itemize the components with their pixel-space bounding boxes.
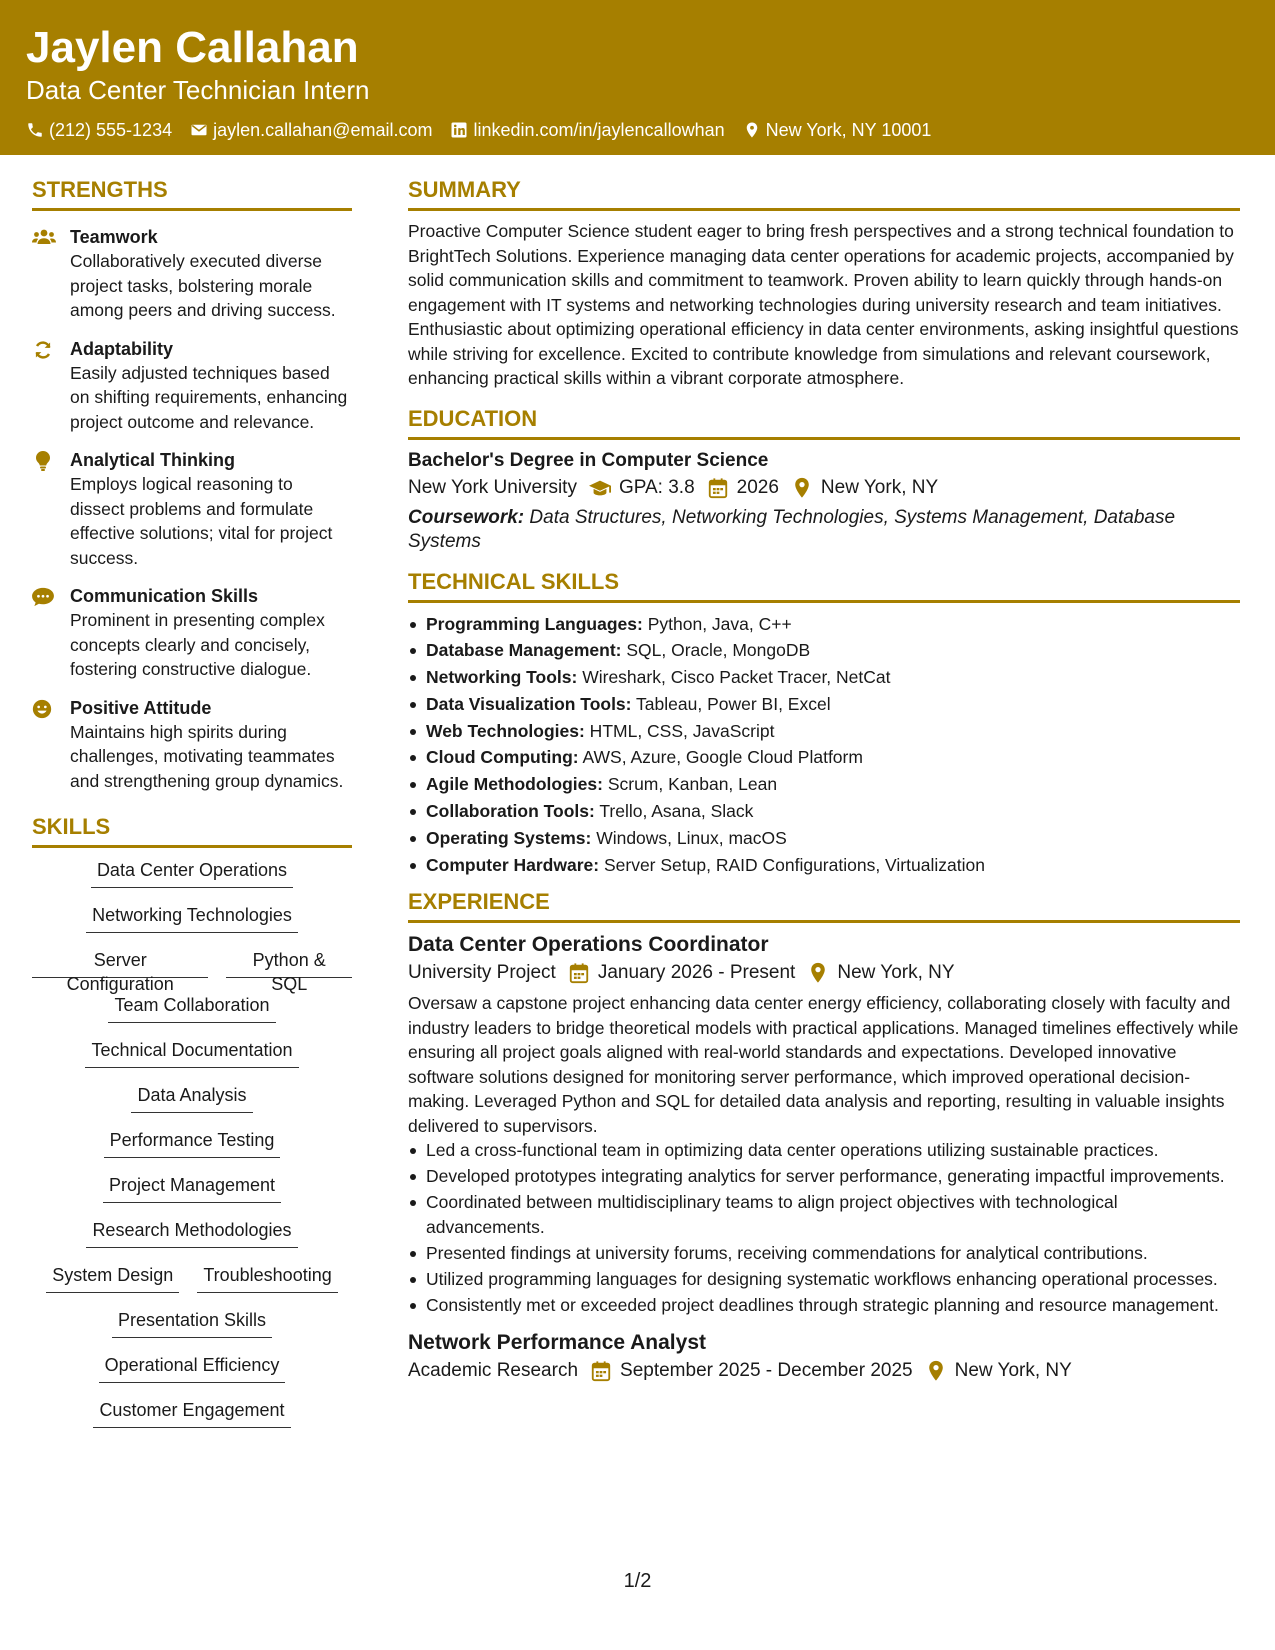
strength-desc: Collaboratively executed diverse project tasks, bolstering morale among peers and driving success. bbox=[70, 251, 336, 320]
job-meta bbox=[408, 959, 1240, 987]
list-item: Consistently met or exceeded project deadlines through strategic planning and resource management. bbox=[408, 1293, 1240, 1318]
skill-tag: Team Collaboration bbox=[108, 993, 275, 1023]
strength-desc: Prominent in presenting complex concepts clearly and concisely, fostering constructive dialogue. bbox=[70, 610, 325, 679]
list-item: Developed prototypes integrating analytics for server performance, generating impactful improvements. bbox=[408, 1164, 1240, 1189]
map-pin-icon bbox=[925, 1360, 947, 1382]
graduation-cap-icon bbox=[589, 477, 611, 499]
skills-cloud bbox=[32, 858, 352, 1443]
job-description: Oversaw a capstone project enhancing data center energy efficiency, collaborating closely with faculty and industry leaders to bridge theoretical models with practical applications. Managed timelines effectively while ensuring all project goals aligned with real-world standards and expectations. Developed innovative software solutions designed for monitoring server performance, which improved operational decision-making. Leveraged Python and SQL for detailed data analysis and reporting, resulting in valuable insights delivered to supervisors. bbox=[408, 993, 1239, 1136]
list-item: Led a cross-functional team in optimizing data center operations utilizing sustainable practices. bbox=[408, 1138, 1240, 1163]
skill-tag: Server Configuration bbox=[32, 948, 208, 978]
strength-title: Teamwork bbox=[70, 227, 158, 247]
technical-skills-heading: TECHNICAL SKILLS bbox=[408, 568, 1240, 603]
users-icon bbox=[32, 228, 56, 246]
calendar-icon bbox=[590, 1360, 612, 1382]
education-meta bbox=[408, 474, 1240, 502]
list-item: Utilized programming languages for designing systematic workflows enhancing operational processes. bbox=[408, 1267, 1240, 1292]
skill-tag: Data Center Operations bbox=[91, 858, 293, 888]
strength-desc: Employs logical reasoning to dissect problems and formulate effective solutions; vital for project success. bbox=[70, 474, 333, 568]
skill-tag: Performance Testing bbox=[104, 1128, 281, 1158]
summary-heading: SUMMARY bbox=[408, 176, 1240, 211]
coursework-list: Data Structures, Networking Technologies, Systems Management, Database Systems bbox=[408, 506, 1176, 552]
strength-title: Analytical Thinking bbox=[70, 450, 236, 470]
coursework bbox=[408, 506, 1240, 554]
contact-location bbox=[743, 118, 932, 142]
skill-tag: Project Management bbox=[103, 1173, 281, 1203]
location-text: New York, NY 10001 bbox=[765, 120, 932, 140]
job-dates: September 2025 - December 2025 bbox=[620, 1360, 913, 1382]
list-item: Cloud Computing: AWS, Azure, Google Cloud Platform bbox=[408, 744, 1240, 771]
list-item: Database Management: SQL, Oracle, MongoDB bbox=[408, 637, 1240, 664]
map-pin-icon bbox=[807, 962, 829, 984]
school-name: New York University bbox=[408, 476, 577, 498]
contact-bar bbox=[26, 118, 1249, 142]
map-pin-icon bbox=[791, 477, 813, 499]
smile-icon bbox=[32, 699, 52, 719]
gpa-text: GPA: 3.8 bbox=[618, 476, 695, 498]
summary-text: Proactive Computer Science student eager to bring fresh perspectives and a strong technical foundation to BrightTech Solutions. Experience managing data center operations for academic projects, accompanied by solid communication skills and commitment to teamwork. Proven ability to learn quickly through hands-on engagement with IT systems and networking technologies during university research and team initiatives. Enthusiastic about optimizing operational efficiency in data center environments, asking insightful questions while striving for excellence. Excited to contribute knowledge from simulations and relevant coursework, enhancing practical skills within a vibrant corporate atmosphere. bbox=[408, 221, 1239, 388]
skill-tag: Presentation Skills bbox=[112, 1308, 272, 1338]
resume-header bbox=[0, 0, 1275, 155]
skill-tag: Python & SQL bbox=[226, 948, 352, 978]
job-title: Data Center Operations Coordinator bbox=[408, 933, 769, 957]
contact-email[interactable] bbox=[190, 118, 432, 142]
contact-linkedin[interactable] bbox=[450, 118, 724, 142]
job-title: Network Performance Analyst bbox=[408, 1331, 706, 1355]
strength-item bbox=[32, 337, 352, 435]
education-heading: EDUCATION bbox=[408, 405, 1240, 440]
calendar-icon bbox=[568, 962, 590, 984]
contact-phone[interactable] bbox=[26, 118, 172, 142]
strengths-list bbox=[32, 225, 352, 793]
email-text: jaylen.callahan@email.com bbox=[213, 120, 433, 140]
phone-icon bbox=[26, 121, 44, 139]
strength-title: Adaptability bbox=[70, 338, 174, 359]
list-item: Programming Languages: Python, Java, C++ bbox=[408, 611, 1240, 638]
job-location: New York, NY bbox=[837, 962, 955, 984]
list-item: Operating Systems: Windows, Linux, macOS bbox=[408, 825, 1240, 852]
list-item: Computer Hardware: Server Setup, RAID Configurations, Virtualization bbox=[408, 852, 1240, 879]
strength-title: Communication Skills bbox=[70, 586, 259, 606]
list-item: Collaboration Tools: Trello, Asana, Slack bbox=[408, 798, 1240, 825]
skill-tag: System Design bbox=[46, 1263, 179, 1293]
right-column bbox=[408, 176, 1240, 1385]
skill-tag: Data Analysis bbox=[131, 1083, 252, 1113]
left-column bbox=[32, 176, 352, 1443]
strength-item bbox=[32, 696, 352, 794]
strength-item bbox=[32, 584, 352, 682]
strength-desc: Maintains high spirits during challenges, motivating teammates and strengthening group dynamics. bbox=[70, 721, 344, 791]
skills-heading: SKILLS bbox=[32, 813, 352, 848]
job-bullets bbox=[408, 1138, 1240, 1317]
list-item: Web Technologies: HTML, CSS, JavaScript bbox=[408, 718, 1240, 745]
strength-title: Positive Attitude bbox=[70, 697, 212, 718]
skill-tag: Research Methodologies bbox=[86, 1218, 297, 1248]
experience-heading: EXPERIENCE bbox=[408, 888, 1240, 923]
chat-icon bbox=[32, 587, 54, 607]
list-item: Networking Tools: Wireshark, Cisco Packet Tracer, NetCat bbox=[408, 664, 1240, 691]
list-item: Agile Methodologies: Scrum, Kanban, Lean bbox=[408, 771, 1240, 798]
page-number: 1/2 bbox=[623, 1570, 652, 1592]
lightbulb-icon bbox=[36, 451, 50, 471]
coursework-label: Coursework: bbox=[408, 506, 525, 528]
candidate-name: Jaylen Callahan bbox=[26, 23, 359, 72]
education-location: New York, NY bbox=[820, 476, 939, 498]
skill-tag: Customer Engagement bbox=[93, 1398, 290, 1428]
job-meta bbox=[408, 1357, 1240, 1385]
list-item: Coordinated between multidisciplinary teams to align project objectives with technological advancements. bbox=[408, 1190, 1240, 1239]
degree-title: Bachelor's Degree in Computer Science bbox=[408, 449, 769, 471]
technical-skills-list bbox=[408, 611, 1240, 879]
strength-desc: Easily adjusted techniques based on shifting requirements, enhancing project outcome and relevance. bbox=[70, 362, 348, 432]
skill-tag: Networking Technologies bbox=[86, 903, 298, 933]
envelope-icon bbox=[190, 121, 208, 139]
strength-item bbox=[32, 225, 352, 323]
linkedin-icon bbox=[450, 121, 468, 139]
refresh-icon bbox=[32, 340, 54, 360]
skill-tag: Technical Documentation bbox=[85, 1038, 298, 1068]
candidate-role: Data Center Technician Intern bbox=[26, 75, 370, 105]
skill-tag: Troubleshooting bbox=[197, 1263, 337, 1293]
linkedin-text: linkedin.com/in/jaylencallowhan bbox=[473, 120, 725, 140]
list-item: Data Visualization Tools: Tableau, Power BI, Excel bbox=[408, 691, 1240, 718]
job-org: Academic Research bbox=[408, 1360, 579, 1382]
job-location: New York, NY bbox=[954, 1360, 1072, 1382]
skill-tag: Operational Efficiency bbox=[99, 1353, 286, 1383]
job-org: University Project bbox=[408, 962, 556, 984]
phone-text: (212) 555-1234 bbox=[49, 120, 173, 140]
job-dates: January 2026 - Present bbox=[597, 962, 796, 984]
map-pin-icon bbox=[743, 121, 761, 139]
list-item: Presented findings at university forums, receiving commendations for analytical contributions. bbox=[408, 1241, 1240, 1266]
calendar-icon bbox=[707, 477, 729, 499]
graduation-year: 2026 bbox=[736, 476, 779, 498]
strengths-heading: STRENGTHS bbox=[32, 176, 352, 211]
strength-item bbox=[32, 448, 352, 570]
